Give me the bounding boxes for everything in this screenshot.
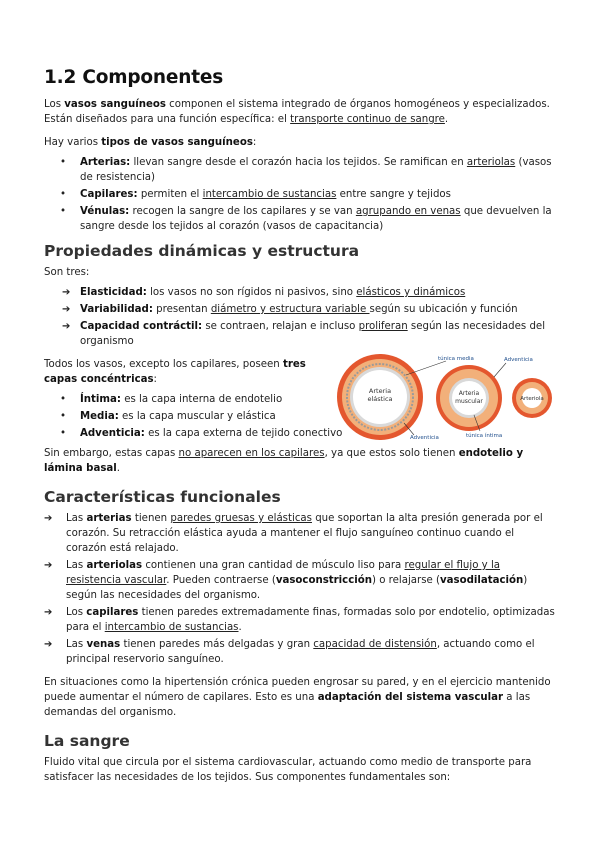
list-item bbox=[44, 605, 556, 635]
text-run: según su ubicación y función bbox=[369, 304, 518, 315]
label-artery-muscular-1: Arteria bbox=[458, 390, 480, 397]
vessel-types-lead bbox=[44, 135, 556, 150]
text-run: tienen paredes extremadamente finas, formadas solo por endotelio, optimizadas para el bbox=[66, 607, 555, 633]
document-content bbox=[44, 67, 556, 790]
text-run: Los bbox=[66, 607, 87, 618]
label-adventicia-bottom: Adventicia bbox=[410, 435, 439, 441]
list-item bbox=[44, 426, 343, 441]
bold-term: arterias bbox=[86, 513, 132, 524]
text-run: Las bbox=[66, 513, 87, 524]
dynamic-lead: Son tres: bbox=[44, 267, 90, 278]
arrow-icon: ➔ bbox=[44, 513, 53, 524]
arrow-icon: ➔ bbox=[44, 607, 53, 618]
arrow-icon: ➔ bbox=[44, 639, 53, 650]
underlined-term: capacidad de distensión bbox=[313, 639, 437, 650]
label-tunica-intima: túnica íntima bbox=[466, 433, 503, 439]
bold-term: Capacidad contráctil: bbox=[80, 321, 203, 332]
list-item bbox=[44, 187, 556, 202]
underlined-term: proliferan bbox=[358, 321, 408, 332]
bold-term: Media: bbox=[80, 411, 119, 422]
bullet-icon: • bbox=[60, 394, 67, 405]
layers-lead bbox=[44, 357, 334, 387]
bullet-icon: • bbox=[60, 189, 67, 200]
layers-text-column bbox=[44, 357, 343, 441]
text-run: Hay varios bbox=[44, 137, 102, 148]
text-run: Los bbox=[44, 99, 65, 110]
label-artery-elastic-1: Arteria bbox=[368, 387, 392, 395]
arteriole-figure bbox=[512, 378, 552, 418]
dynamic-list bbox=[44, 285, 556, 349]
text-run: se contraen, relajan e incluso bbox=[202, 321, 359, 332]
underlined-term: no aparecen en los capilares bbox=[178, 448, 325, 459]
bold-term: vasos sanguíneos bbox=[64, 99, 166, 110]
label-tunica-media: túnica media bbox=[438, 356, 474, 362]
underlined-term: regular el flujo y la resistencia vascular bbox=[66, 560, 501, 586]
text-run: . bbox=[444, 114, 449, 125]
bullet-icon: • bbox=[60, 157, 67, 168]
text-run: tienen paredes más delgadas y gran bbox=[120, 639, 314, 650]
text-run: es la capa externa de tejido conectivo bbox=[144, 428, 343, 439]
list-item bbox=[44, 302, 556, 317]
bold-term: vasoconstricción bbox=[275, 575, 372, 586]
text-run: , ya que estos solo tienen bbox=[324, 448, 459, 459]
bold-term: Capilares: bbox=[80, 189, 138, 200]
text-run: es la capa interna de endotelio bbox=[120, 394, 283, 405]
label-arteriole: Arteriola bbox=[520, 396, 544, 402]
text-run: . bbox=[238, 622, 242, 633]
bold-term: vasodilatación bbox=[440, 575, 524, 586]
bold-term: Arterias: bbox=[80, 157, 131, 168]
text-run: permiten el bbox=[137, 189, 203, 200]
bold-term: Vénulas: bbox=[80, 206, 130, 217]
muscular-artery-figure bbox=[436, 365, 502, 431]
text-run: : bbox=[153, 374, 157, 385]
list-item bbox=[44, 637, 556, 667]
vessel-layers-diagram bbox=[334, 353, 556, 441]
elastic-artery-figure bbox=[337, 354, 423, 440]
text-run: entre sangre y tejidos bbox=[336, 189, 451, 200]
layers-list bbox=[44, 392, 343, 441]
bold-term: Adventicia: bbox=[80, 428, 145, 439]
text-run: según las necesidades del organismo bbox=[80, 321, 546, 347]
underlined-term: diámetro y estructura variable bbox=[210, 304, 370, 315]
label-adventicia-top: Adventicia bbox=[504, 357, 533, 363]
list-item bbox=[44, 511, 556, 556]
text-run: En situaciones como la hipertensión crónica pueden engrosar su pared, y en el ejercicio mantenido puede aumentar el número de capilares. Esto es una bbox=[44, 677, 551, 703]
text-run: ) según las necesidades del organismo. bbox=[66, 575, 528, 601]
bold-term: arteriolas bbox=[86, 560, 143, 571]
text-run: Todos los vasos, excepto los capilares, poseen bbox=[44, 359, 283, 370]
list-item bbox=[44, 285, 556, 300]
bold-term: venas bbox=[86, 639, 121, 650]
text-run: presentan bbox=[152, 304, 211, 315]
bullet-icon: • bbox=[60, 428, 67, 439]
text-run: (vasos de resistencia) bbox=[80, 157, 552, 183]
underlined-term: transporte continuo de sangre bbox=[290, 114, 445, 125]
text-run: que soportan la alta presión generada por el corazón. Su retracción elástica ayuda a mantener el flujo sanguíneo continuo cuando el corazón está relajado. bbox=[66, 513, 543, 554]
list-item bbox=[44, 558, 556, 603]
bold-term: endotelio y lámina basal bbox=[44, 448, 524, 474]
bold-term: Variabilidad: bbox=[80, 304, 153, 315]
functional-list bbox=[44, 511, 556, 667]
underlined-term: intercambio de sustancias bbox=[202, 189, 337, 200]
vessel-types-list bbox=[44, 155, 556, 234]
text-run: tienen bbox=[131, 513, 171, 524]
functional-heading: Características funcionales bbox=[44, 488, 281, 506]
list-item bbox=[44, 155, 556, 185]
blood-heading: La sangre bbox=[44, 732, 130, 750]
text-run: contienen una gran cantidad de músculo liso para bbox=[142, 560, 405, 571]
bullet-icon: • bbox=[60, 206, 67, 217]
list-item bbox=[44, 392, 334, 407]
bold-term: adaptación del sistema vascular bbox=[317, 692, 504, 703]
label-artery-muscular-2: muscular bbox=[455, 398, 483, 405]
text-run: Las bbox=[66, 560, 87, 571]
list-item bbox=[44, 204, 556, 234]
bold-term: Elasticidad: bbox=[80, 287, 147, 298]
text-run: llevan sangre desde el corazón hacia los tejidos. Se ramifican en bbox=[130, 157, 467, 168]
text-run: : bbox=[252, 137, 257, 148]
bold-term: tres capas concéntricas bbox=[44, 359, 306, 385]
underlined-term: agrupando en venas bbox=[355, 206, 461, 217]
label-artery-elastic-2: elástica bbox=[367, 395, 393, 403]
arrow-icon: ➔ bbox=[62, 287, 71, 298]
list-item bbox=[44, 409, 334, 424]
bold-term: tipos de vasos sanguíneos bbox=[101, 137, 253, 148]
arrow-icon: ➔ bbox=[44, 560, 53, 571]
text-run: que devuelven la sangre desde los tejidos al corazón (vasos de capacitancia) bbox=[80, 206, 552, 232]
functional-closing bbox=[44, 675, 556, 720]
bold-term: Íntima: bbox=[80, 394, 121, 405]
arrow-icon: ➔ bbox=[62, 321, 71, 332]
underlined-term: arteriolas bbox=[466, 157, 516, 168]
text-run: Las bbox=[66, 639, 87, 650]
text-run: . bbox=[116, 463, 120, 474]
page-title: 1.2 Componentes bbox=[44, 67, 224, 88]
text-run: recogen la sangre de los capilares y se van bbox=[129, 206, 356, 217]
underlined-term: intercambio de sustancias bbox=[104, 622, 239, 633]
underlined-term: paredes gruesas y elásticas bbox=[170, 513, 312, 524]
text-run: componen el sistema integrado de órganos homogéneos y especializados. Están diseñados para una función específica: el bbox=[44, 99, 550, 125]
underlined-term: elásticos y dinámicos bbox=[356, 287, 466, 298]
layers-block bbox=[44, 357, 556, 476]
list-item bbox=[44, 319, 556, 349]
arrow-icon: ➔ bbox=[62, 304, 71, 315]
text-run: es la capa muscular y elástica bbox=[118, 411, 276, 422]
layers-after-paragraph bbox=[44, 446, 556, 476]
intro-paragraph bbox=[44, 97, 556, 127]
bullet-icon: • bbox=[60, 411, 67, 422]
text-run: Sin embargo, estas capas bbox=[44, 448, 179, 459]
blood-paragraph: Fluido vital que circula por el sistema cardiovascular, actuando como medio de transporte para satisfacer las necesidades de los tejidos. Sus componentes fundamentales son: bbox=[44, 757, 532, 783]
text-run: a las demandas del organismo. bbox=[44, 692, 531, 718]
text-run: . Pueden contraerse ( bbox=[166, 575, 276, 586]
dynamic-heading: Propiedades dinámicas y estructura bbox=[44, 242, 360, 260]
text-run: , actuando como el principal reservorio sanguíneo. bbox=[66, 639, 535, 665]
bold-term: capilares bbox=[86, 607, 139, 618]
text-run: los vasos no son rígidos ni pasivos, sino bbox=[146, 287, 357, 298]
text-run: ) o relajarse ( bbox=[371, 575, 441, 586]
